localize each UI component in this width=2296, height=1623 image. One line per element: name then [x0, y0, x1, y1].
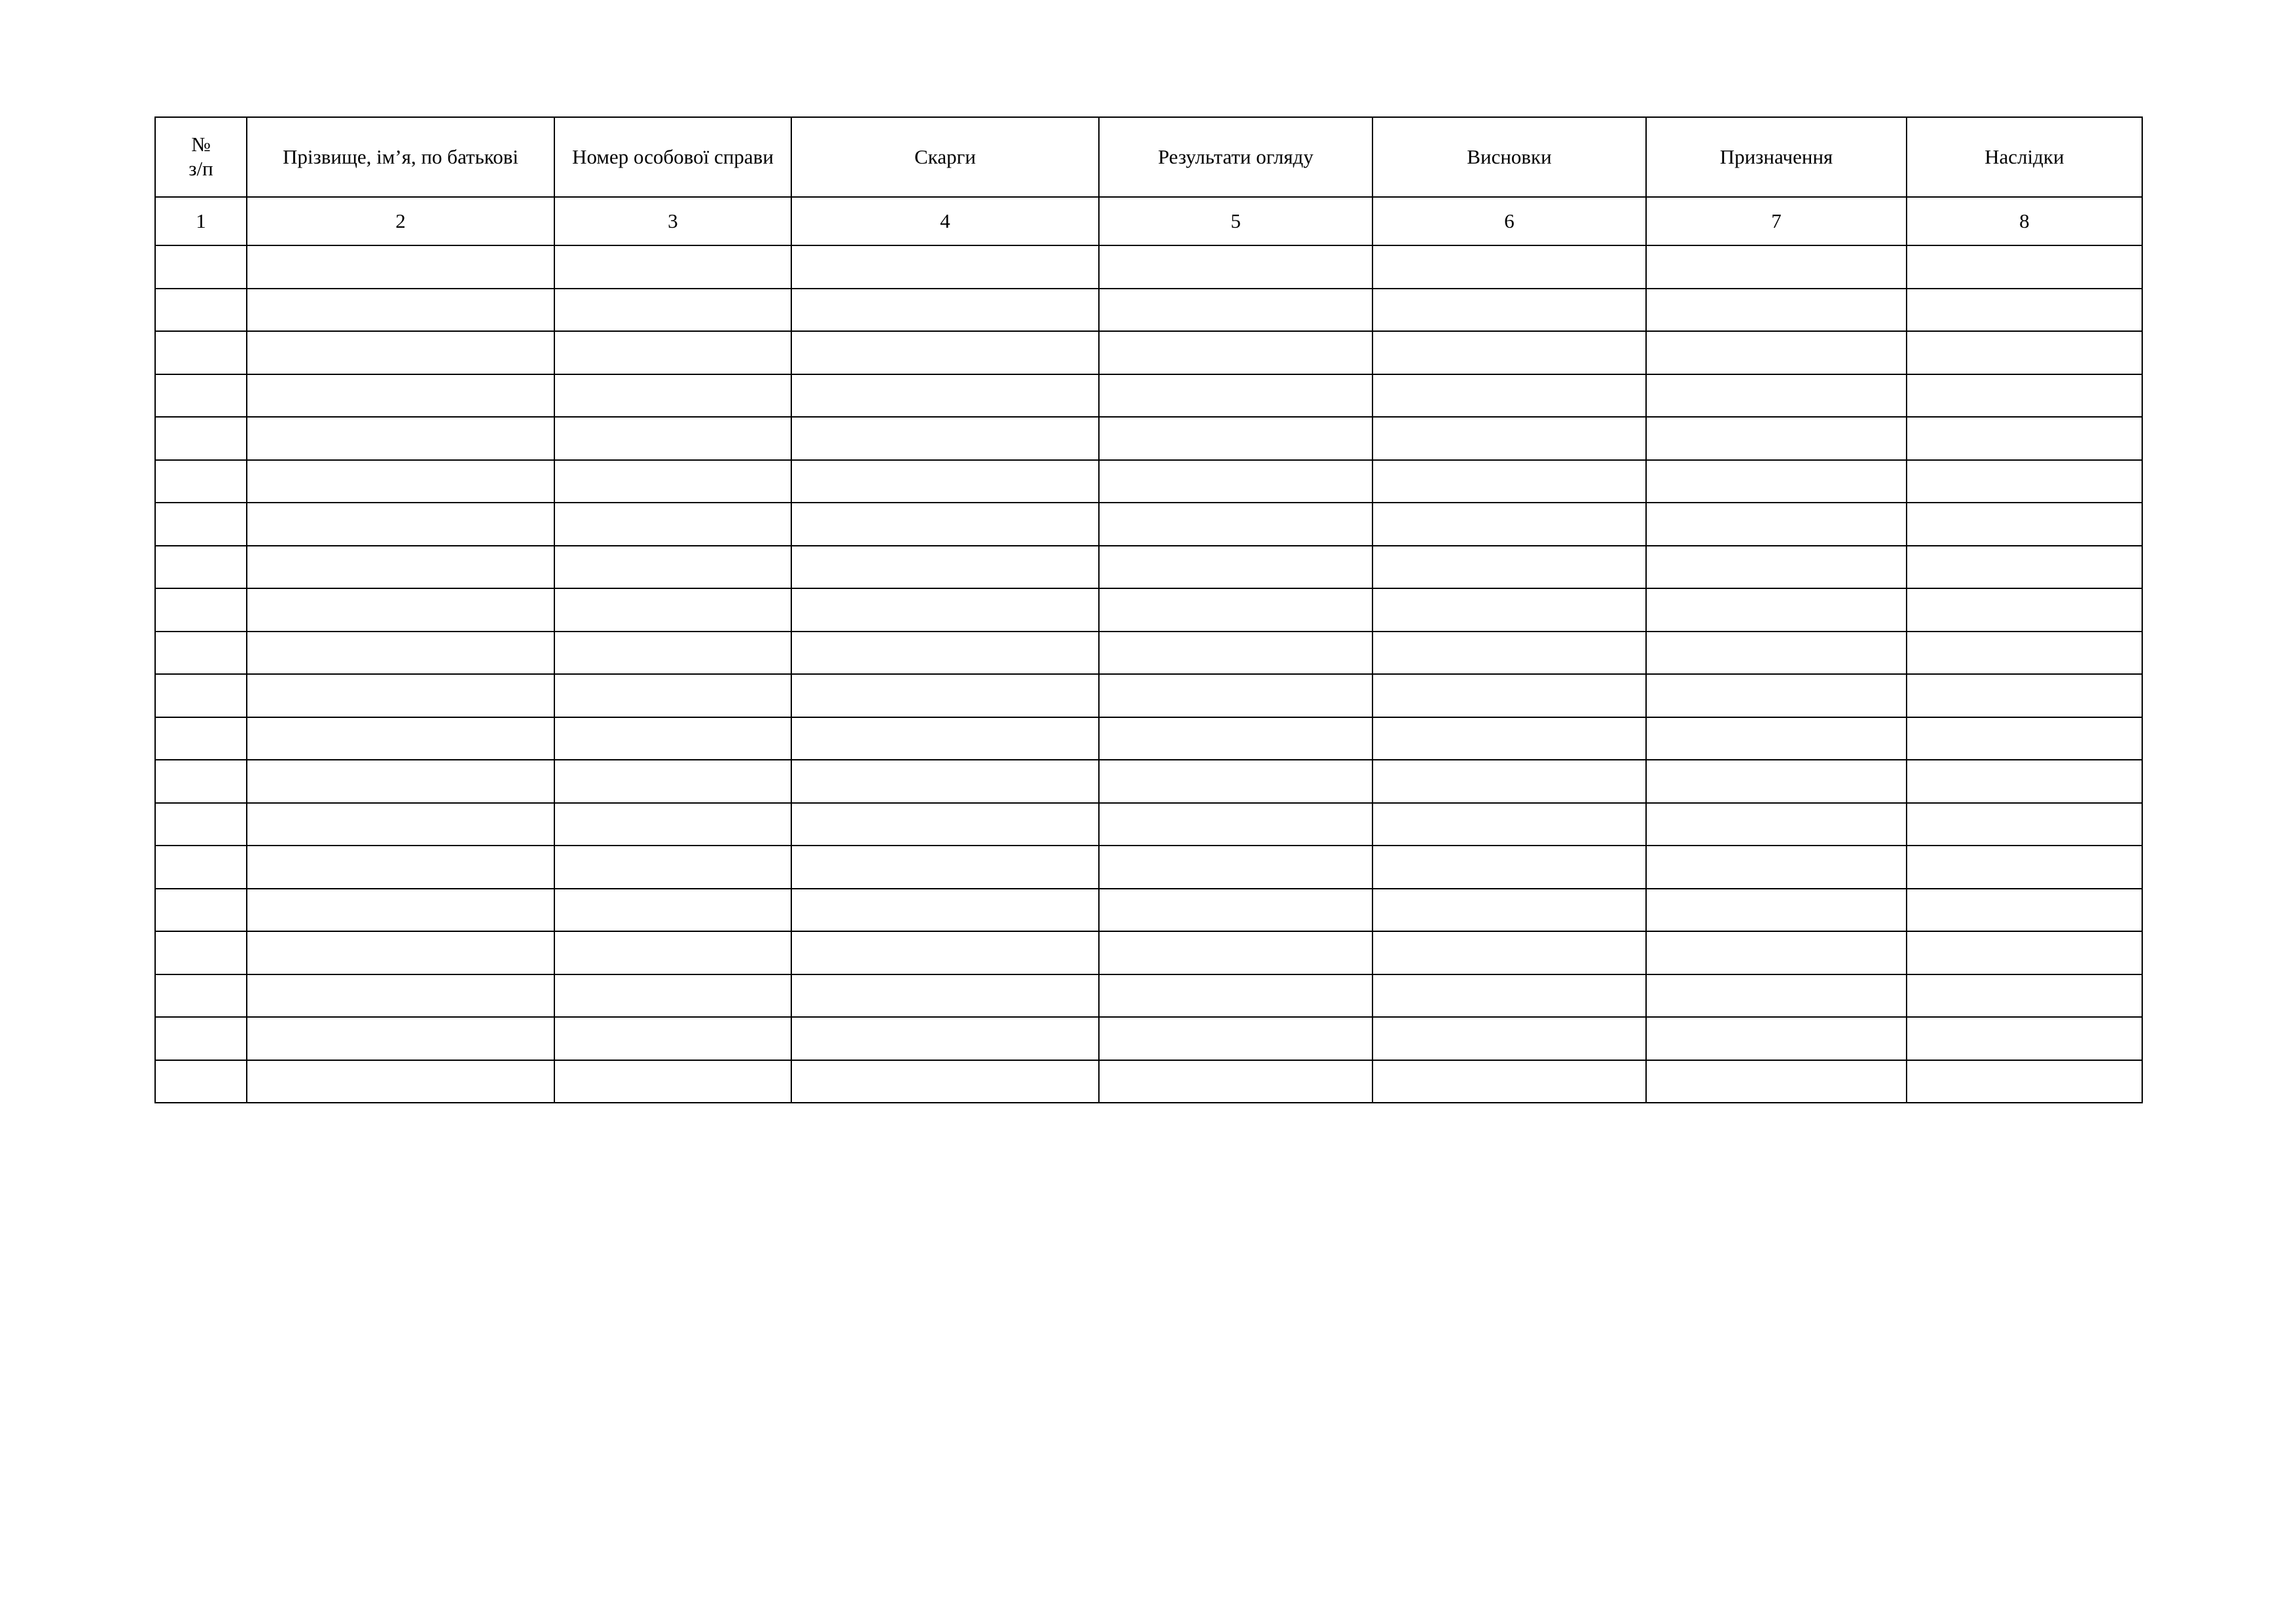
column-header-outcomes: Наслідки [1907, 117, 2142, 197]
table-cell-col-8[interactable] [1907, 889, 2142, 932]
table-cell-col-1[interactable] [155, 974, 247, 1018]
table-cell-col-1[interactable] [155, 588, 247, 632]
table-cell-col-1[interactable] [155, 546, 247, 589]
table-cell-col-7[interactable] [1646, 331, 1907, 374]
table-cell-col-6[interactable] [1372, 503, 1646, 546]
table-cell-col-2[interactable] [247, 245, 554, 289]
table-header [155, 117, 2142, 245]
table-cell-col-4[interactable] [791, 245, 1099, 289]
column-number-1: 1 [155, 197, 247, 245]
table-cell-col-2[interactable] [247, 846, 554, 889]
table-cell-col-5[interactable] [1099, 546, 1372, 589]
table-cell-col-1[interactable] [155, 717, 247, 760]
column-number-6: 6 [1372, 197, 1646, 245]
table-cell-col-3[interactable] [554, 931, 791, 974]
table-cell-col-8[interactable] [1907, 374, 2142, 418]
table-cell-col-3[interactable] [554, 374, 791, 418]
table-row[interactable] [155, 846, 2142, 889]
table-cell-col-8[interactable] [1907, 331, 2142, 374]
column-header-conclusions: Висновки [1372, 117, 1646, 197]
table-cell-col-1[interactable] [155, 503, 247, 546]
table-cell-col-4[interactable] [791, 931, 1099, 974]
table-cell-col-4[interactable] [791, 760, 1099, 803]
table-row[interactable] [155, 632, 2142, 675]
column-number-8: 8 [1907, 197, 2142, 245]
table-cell-col-6[interactable] [1372, 289, 1646, 332]
table-cell-col-8[interactable] [1907, 1060, 2142, 1103]
table-cell-col-3[interactable] [554, 717, 791, 760]
table-row[interactable] [155, 760, 2142, 803]
table-row[interactable] [155, 974, 2142, 1018]
table-cell-col-1[interactable] [155, 374, 247, 418]
column-header-complaints: Скарги [791, 117, 1099, 197]
table-cell-col-3[interactable] [554, 503, 791, 546]
table-cell-col-5[interactable] [1099, 931, 1372, 974]
table-cell-col-1[interactable] [155, 245, 247, 289]
table-cell-col-8[interactable] [1907, 931, 2142, 974]
table-cell-col-2[interactable] [247, 331, 554, 374]
table-cell-col-3[interactable] [554, 1060, 791, 1103]
table-cell-col-6[interactable] [1372, 331, 1646, 374]
table-cell-col-3[interactable] [554, 289, 791, 332]
table-cell-col-4[interactable] [791, 503, 1099, 546]
table-cell-col-5[interactable] [1099, 245, 1372, 289]
table-cell-col-2[interactable] [247, 588, 554, 632]
table-cell-col-8[interactable] [1907, 632, 2142, 675]
table-cell-col-6[interactable] [1372, 632, 1646, 675]
table-row[interactable] [155, 460, 2142, 503]
table-row[interactable] [155, 503, 2142, 546]
table-cell-col-7[interactable] [1646, 760, 1907, 803]
table-cell-col-4[interactable] [791, 974, 1099, 1018]
table-cell-col-3[interactable] [554, 417, 791, 460]
table-row[interactable] [155, 417, 2142, 460]
column-header-personal-file-number: Номер особової справи [554, 117, 791, 197]
column-header-examination-results: Результати огляду [1099, 117, 1372, 197]
table-cell-col-8[interactable] [1907, 717, 2142, 760]
table-cell-col-6[interactable] [1372, 931, 1646, 974]
column-header-number [155, 117, 247, 197]
table-cell-col-7[interactable] [1646, 632, 1907, 675]
table-cell-col-3[interactable] [554, 803, 791, 846]
column-number-7: 7 [1646, 197, 1907, 245]
table-cell-col-7[interactable] [1646, 846, 1907, 889]
table-cell-col-1[interactable] [155, 760, 247, 803]
table-row[interactable] [155, 889, 2142, 932]
table-cell-col-7[interactable] [1646, 803, 1907, 846]
table-cell-col-5[interactable] [1099, 974, 1372, 1018]
table-cell-col-2[interactable] [247, 289, 554, 332]
table-cell-col-7[interactable] [1646, 374, 1907, 418]
table-row[interactable] [155, 931, 2142, 974]
table-cell-col-1[interactable] [155, 632, 247, 675]
table-cell-col-2[interactable] [247, 503, 554, 546]
table-row[interactable] [155, 674, 2142, 717]
table-cell-col-4[interactable] [791, 717, 1099, 760]
table-cell-col-2[interactable] [247, 460, 554, 503]
table-row[interactable] [155, 245, 2142, 289]
column-number-row [155, 197, 2142, 245]
table-cell-col-2[interactable] [247, 546, 554, 589]
column-number-5: 5 [1099, 197, 1372, 245]
table-cell-col-5[interactable] [1099, 503, 1372, 546]
table-cell-col-6[interactable] [1372, 889, 1646, 932]
column-header-number-line2: з/п [188, 157, 213, 180]
register-table [154, 116, 2143, 1103]
table-cell-col-7[interactable] [1646, 460, 1907, 503]
table-cell-col-5[interactable] [1099, 289, 1372, 332]
table-cell-col-3[interactable] [554, 546, 791, 589]
table-cell-col-2[interactable] [247, 1060, 554, 1103]
table-cell-col-4[interactable] [791, 588, 1099, 632]
table-cell-col-5[interactable] [1099, 760, 1372, 803]
table-cell-col-7[interactable] [1646, 289, 1907, 332]
table-cell-col-4[interactable] [791, 460, 1099, 503]
table-row[interactable] [155, 546, 2142, 589]
table-cell-col-8[interactable] [1907, 974, 2142, 1018]
table-cell-col-4[interactable] [791, 417, 1099, 460]
table-cell-col-2[interactable] [247, 674, 554, 717]
table-cell-col-6[interactable] [1372, 546, 1646, 589]
table-cell-col-3[interactable] [554, 674, 791, 717]
table-cell-col-6[interactable] [1372, 760, 1646, 803]
table-cell-col-8[interactable] [1907, 674, 2142, 717]
table-cell-col-1[interactable] [155, 674, 247, 717]
table-cell-col-7[interactable] [1646, 889, 1907, 932]
table-cell-col-6[interactable] [1372, 846, 1646, 889]
table-cell-col-1[interactable] [155, 1060, 247, 1103]
table-cell-col-8[interactable] [1907, 760, 2142, 803]
column-header-prescriptions: Призначення [1646, 117, 1907, 197]
table-cell-col-4[interactable] [791, 1060, 1099, 1103]
table-cell-col-2[interactable] [247, 803, 554, 846]
table-cell-col-6[interactable] [1372, 974, 1646, 1018]
table-row[interactable] [155, 1060, 2142, 1103]
table-cell-col-6[interactable] [1372, 417, 1646, 460]
table-cell-col-7[interactable] [1646, 1060, 1907, 1103]
table-cell-col-3[interactable] [554, 1017, 791, 1060]
table-cell-col-1[interactable] [155, 889, 247, 932]
table-cell-col-7[interactable] [1646, 1017, 1907, 1060]
table-cell-col-3[interactable] [554, 760, 791, 803]
table-cell-col-2[interactable] [247, 931, 554, 974]
register-table-container [154, 116, 2142, 1103]
table-cell-col-7[interactable] [1646, 931, 1907, 974]
table-cell-col-7[interactable] [1646, 503, 1907, 546]
table-cell-col-8[interactable] [1907, 289, 2142, 332]
table-cell-col-6[interactable] [1372, 717, 1646, 760]
table-row[interactable] [155, 717, 2142, 760]
table-cell-col-5[interactable] [1099, 588, 1372, 632]
table-cell-col-5[interactable] [1099, 1060, 1372, 1103]
table-cell-col-2[interactable] [247, 974, 554, 1018]
table-cell-col-2[interactable] [247, 889, 554, 932]
table-cell-col-7[interactable] [1646, 717, 1907, 760]
table-cell-col-3[interactable] [554, 460, 791, 503]
table-row[interactable] [155, 374, 2142, 418]
table-cell-col-1[interactable] [155, 846, 247, 889]
table-cell-col-8[interactable] [1907, 417, 2142, 460]
table-cell-col-1[interactable] [155, 460, 247, 503]
table-cell-col-6[interactable] [1372, 245, 1646, 289]
table-cell-col-6[interactable] [1372, 674, 1646, 717]
table-cell-col-5[interactable] [1099, 889, 1372, 932]
table-cell-col-6[interactable] [1372, 1060, 1646, 1103]
table-cell-col-4[interactable] [791, 632, 1099, 675]
table-cell-col-4[interactable] [791, 331, 1099, 374]
table-cell-col-3[interactable] [554, 245, 791, 289]
table-cell-col-5[interactable] [1099, 417, 1372, 460]
table-cell-col-7[interactable] [1646, 974, 1907, 1018]
table-cell-col-5[interactable] [1099, 717, 1372, 760]
table-cell-col-2[interactable] [247, 1017, 554, 1060]
table-cell-col-8[interactable] [1907, 245, 2142, 289]
table-cell-col-1[interactable] [155, 1017, 247, 1060]
table-cell-col-7[interactable] [1646, 245, 1907, 289]
table-row[interactable] [155, 331, 2142, 374]
table-cell-col-3[interactable] [554, 974, 791, 1018]
table-cell-col-2[interactable] [247, 374, 554, 418]
column-header-number-line1: № [191, 133, 211, 156]
table-cell-col-2[interactable] [247, 717, 554, 760]
table-cell-col-6[interactable] [1372, 588, 1646, 632]
table-cell-col-6[interactable] [1372, 460, 1646, 503]
table-cell-col-8[interactable] [1907, 460, 2142, 503]
table-cell-col-8[interactable] [1907, 546, 2142, 589]
table-cell-col-7[interactable] [1646, 588, 1907, 632]
table-cell-col-2[interactable] [247, 417, 554, 460]
column-number-4: 4 [791, 197, 1099, 245]
table-cell-col-8[interactable] [1907, 588, 2142, 632]
table-cell-col-1[interactable] [155, 417, 247, 460]
header-row [155, 117, 2142, 197]
table-cell-col-3[interactable] [554, 588, 791, 632]
table-cell-col-7[interactable] [1646, 417, 1907, 460]
table-cell-col-4[interactable] [791, 889, 1099, 932]
table-cell-col-3[interactable] [554, 331, 791, 374]
table-cell-col-5[interactable] [1099, 632, 1372, 675]
table-cell-col-3[interactable] [554, 889, 791, 932]
column-number-2: 2 [247, 197, 554, 245]
table-cell-col-4[interactable] [791, 1017, 1099, 1060]
table-cell-col-7[interactable] [1646, 546, 1907, 589]
table-cell-col-4[interactable] [791, 546, 1099, 589]
table-cell-col-5[interactable] [1099, 460, 1372, 503]
table-row[interactable] [155, 588, 2142, 632]
table-cell-col-6[interactable] [1372, 1017, 1646, 1060]
table-cell-col-1[interactable] [155, 931, 247, 974]
table-cell-col-4[interactable] [791, 289, 1099, 332]
column-number-3: 3 [554, 197, 791, 245]
table-cell-col-4[interactable] [791, 846, 1099, 889]
table-cell-col-5[interactable] [1099, 374, 1372, 418]
table-cell-col-3[interactable] [554, 846, 791, 889]
table-cell-col-1[interactable] [155, 331, 247, 374]
table-cell-col-8[interactable] [1907, 846, 2142, 889]
table-cell-col-8[interactable] [1907, 1017, 2142, 1060]
table-cell-col-6[interactable] [1372, 374, 1646, 418]
table-cell-col-5[interactable] [1099, 674, 1372, 717]
table-row[interactable] [155, 803, 2142, 846]
table-cell-col-2[interactable] [247, 632, 554, 675]
column-header-fullname: Прізвище, ім’я, по батькові [247, 117, 554, 197]
table-cell-col-8[interactable] [1907, 803, 2142, 846]
table-row[interactable] [155, 289, 2142, 332]
table-row[interactable] [155, 1017, 2142, 1060]
table-cell-col-4[interactable] [791, 803, 1099, 846]
table-cell-col-5[interactable] [1099, 1017, 1372, 1060]
table-cell-col-1[interactable] [155, 289, 247, 332]
table-cell-col-5[interactable] [1099, 803, 1372, 846]
table-cell-col-7[interactable] [1646, 674, 1907, 717]
table-cell-col-5[interactable] [1099, 331, 1372, 374]
table-cell-col-4[interactable] [791, 374, 1099, 418]
table-body [155, 245, 2142, 1103]
table-cell-col-4[interactable] [791, 674, 1099, 717]
table-cell-col-8[interactable] [1907, 503, 2142, 546]
table-cell-col-3[interactable] [554, 632, 791, 675]
table-cell-col-2[interactable] [247, 760, 554, 803]
table-cell-col-1[interactable] [155, 803, 247, 846]
table-cell-col-5[interactable] [1099, 846, 1372, 889]
table-cell-col-6[interactable] [1372, 803, 1646, 846]
